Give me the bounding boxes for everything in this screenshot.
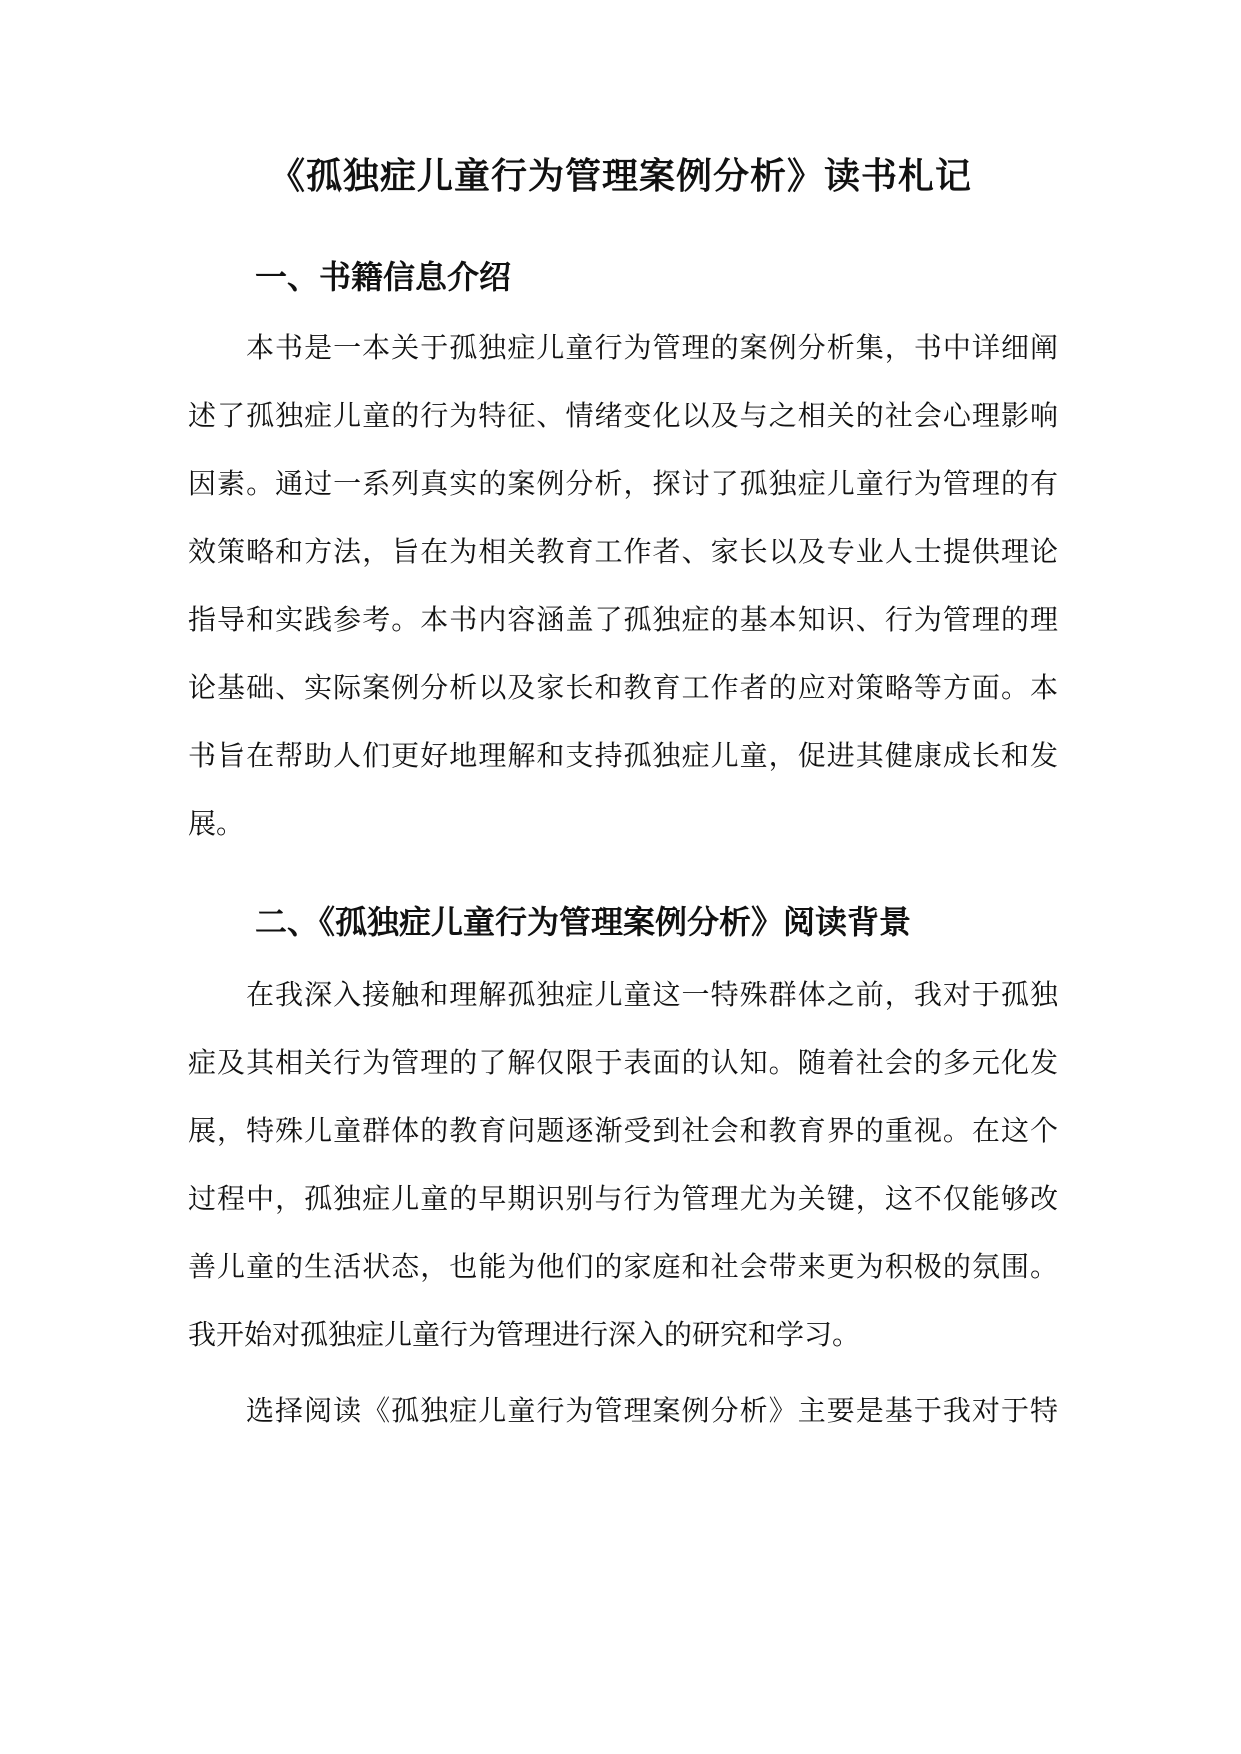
paragraph-line: 展，特殊儿童群体的教育问题逐渐受到社会和教育界的重视。在这个 [188, 1114, 1058, 1147]
paragraph-line: 选择阅读《孤独症儿童行为管理案例分析》主要是基于我对于特 [246, 1394, 1058, 1427]
section-heading-2: 二、《孤独症儿童行为管理案例分析》阅读背景 [255, 903, 912, 941]
paragraph-line: 在我深入接触和理解孤独症儿童这一特殊群体之前，我对于孤独 [246, 978, 1058, 1011]
paragraph-line: 我开始对孤独症儿童行为管理进行深入的研究和学习。 [188, 1318, 861, 1351]
paragraph-line: 论基础、实际案例分析以及家长和教育工作者的应对策略等方面。本 [188, 671, 1058, 704]
section-heading-1: 一、书籍信息介绍 [255, 258, 512, 296]
paragraph-line: 因素。通过一系列真实的案例分析，探讨了孤独症儿童行为管理的有 [188, 467, 1058, 500]
paragraph-line: 展。 [188, 807, 245, 840]
paragraph-line: 述了孤独症儿童的行为特征、情绪变化以及与之相关的社会心理影响 [188, 399, 1058, 432]
paragraph-line: 善儿童的生活状态，也能为他们的家庭和社会带来更为积极的氛围。 [188, 1250, 1058, 1283]
paragraph-line: 指导和实践参考。本书内容涵盖了孤独症的基本知识、行为管理的理 [188, 603, 1058, 636]
paragraph-line: 效策略和方法，旨在为相关教育工作者、家长以及专业人士提供理论 [188, 535, 1058, 568]
paragraph-line: 书旨在帮助人们更好地理解和支持孤独症儿童，促进其健康成长和发 [188, 739, 1058, 772]
paragraph-line: 过程中，孤独症儿童的早期识别与行为管理尤为关键，这不仅能够改 [188, 1182, 1058, 1215]
document-title: 《孤独症儿童行为管理案例分析》读书札记 [268, 155, 972, 197]
paragraph-line: 症及其相关行为管理的了解仅限于表面的认知。随着社会的多元化发 [188, 1046, 1058, 1079]
paragraph-line: 本书是一本关于孤独症儿童行为管理的案例分析集，书中详细阐 [246, 331, 1058, 364]
